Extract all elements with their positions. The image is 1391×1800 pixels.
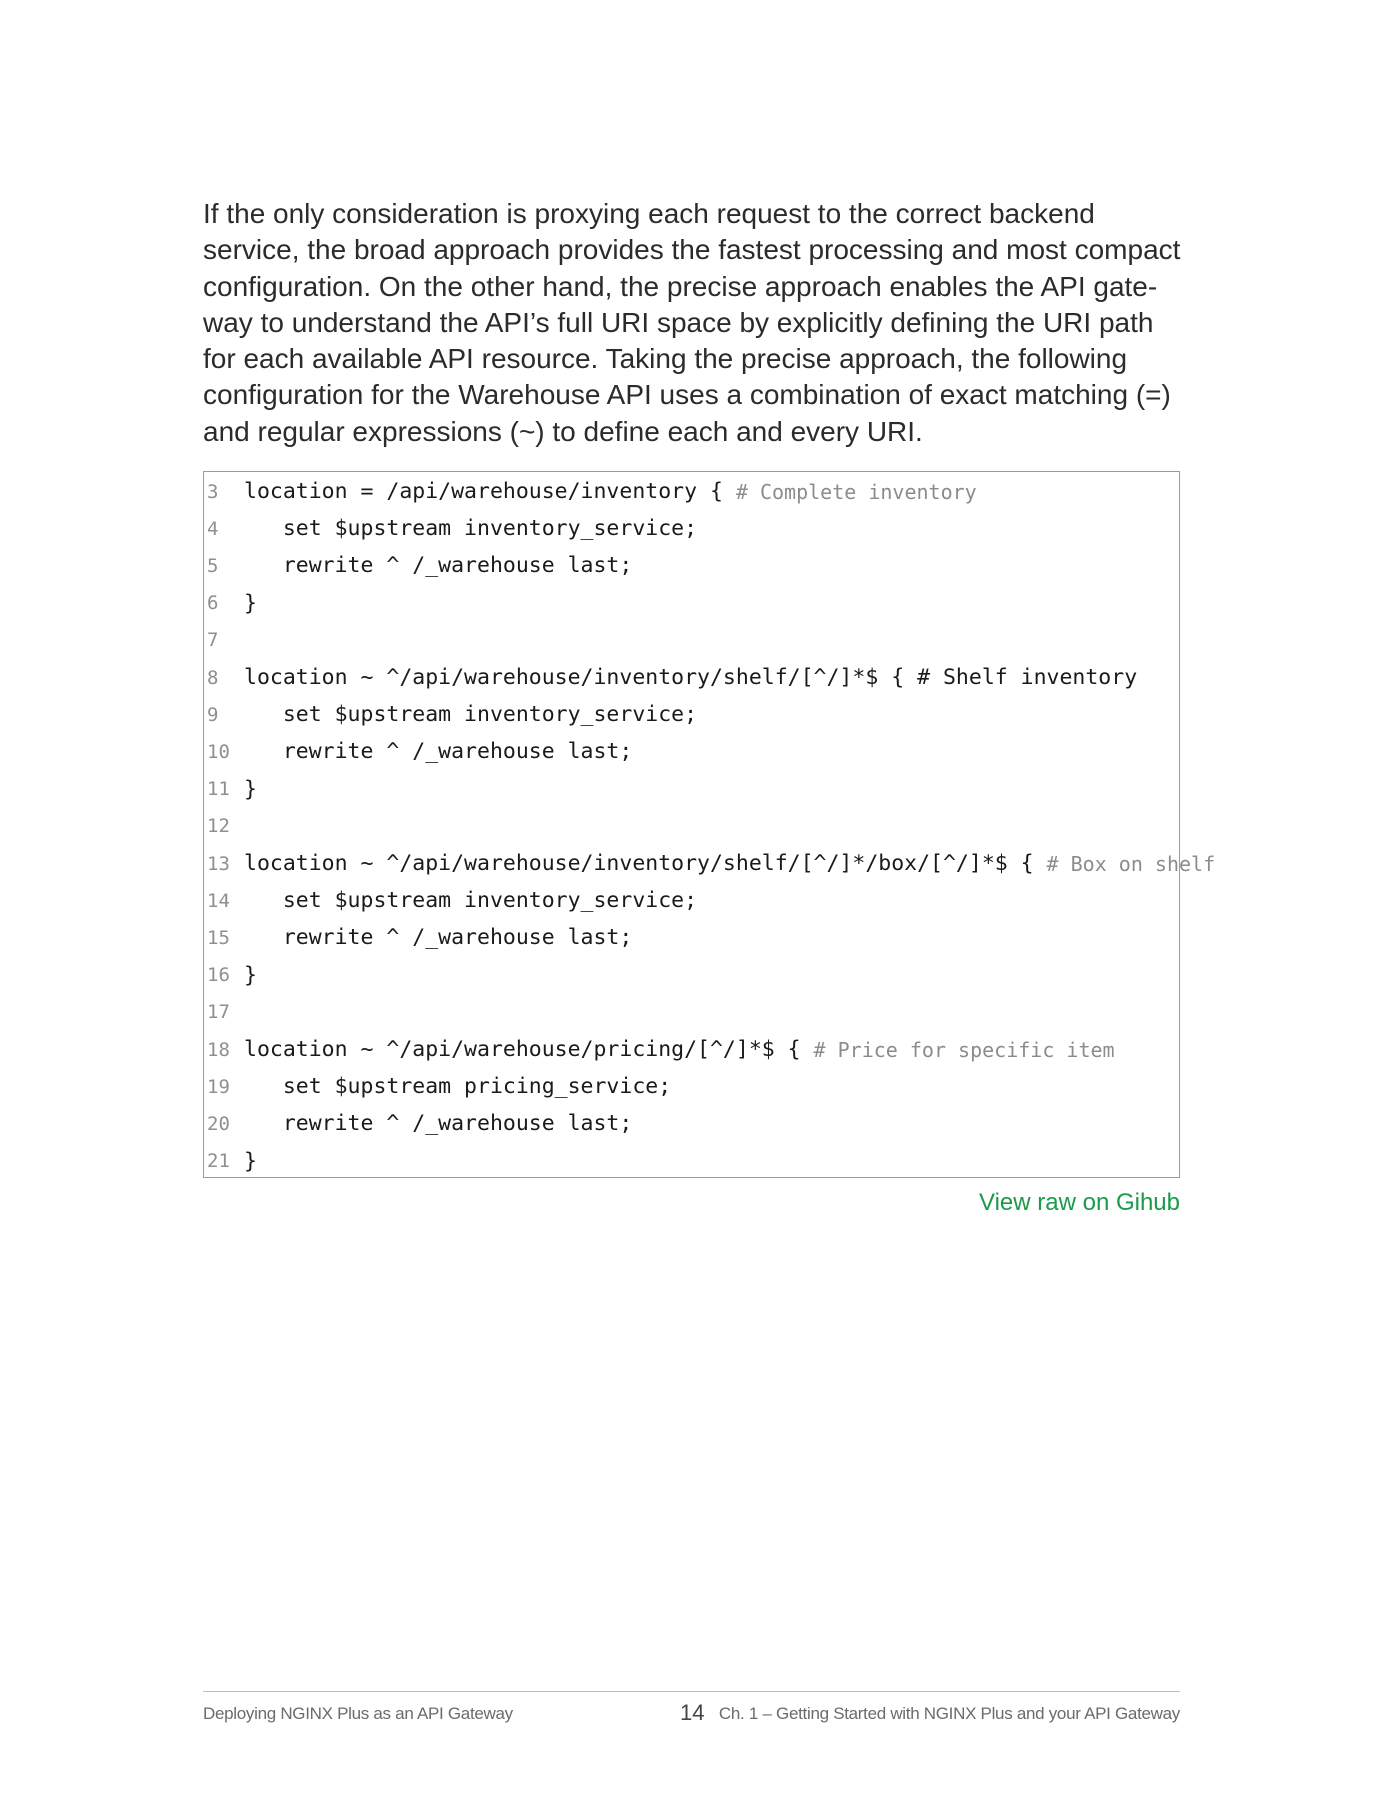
code-text: rewrite ^ /_warehouse last; — [244, 1111, 633, 1137]
code-text: location ~ ^/api/warehouse/inventory/shelf/[^/]*$ { # Shelf inventory — [244, 665, 1138, 690]
footer-chapter-title: Ch. 1 – Getting Started with NGINX Plus and your API Gateway — [718, 1704, 1180, 1723]
line-number: 4 — [207, 517, 219, 540]
line-number: 13 — [207, 852, 230, 875]
code-line — [204, 473, 977, 510]
code-text: } — [244, 1148, 257, 1174]
code-text: set $upstream inventory_service; — [244, 888, 698, 914]
paragraph-line: way to understand the API’s full URI space by explicitly defining the URI path — [203, 306, 1154, 338]
paragraph-line: service, the broad approach provides the fastest processing and most compact — [203, 234, 1181, 266]
code-line — [204, 919, 632, 956]
code-comment: # Complete inventory — [735, 479, 977, 504]
line-number: 15 — [207, 926, 230, 949]
code-text: set $upstream inventory_service; — [244, 702, 698, 728]
code-line — [204, 1031, 1115, 1068]
line-number: 16 — [207, 964, 230, 987]
code-text: set $upstream pricing_service; — [244, 1074, 672, 1100]
code-comment: # Box on shelf — [1046, 851, 1216, 876]
line-number: 3 — [207, 480, 219, 503]
code-text: } — [244, 590, 257, 616]
line-number: 19 — [207, 1075, 230, 1098]
code-comment: # Price for specific item — [813, 1037, 1115, 1062]
line-number: 20 — [207, 1112, 230, 1135]
code-line — [204, 696, 697, 733]
code-block — [203, 471, 1216, 1178]
line-number: 5 — [207, 554, 219, 577]
paragraph-line: configuration. On the other hand, the precise approach enables the API gate- — [203, 270, 1158, 302]
code-line — [204, 1143, 257, 1180]
line-number: 8 — [207, 666, 219, 689]
line-number: 21 — [207, 1150, 230, 1173]
code-line — [204, 882, 697, 919]
intro-paragraph — [203, 196, 1188, 450]
code-line — [204, 771, 257, 808]
code-text: } — [244, 776, 257, 802]
code-text: set $upstream inventory_service; — [244, 516, 698, 542]
line-number: 9 — [207, 703, 219, 726]
line-number: 7 — [207, 629, 219, 652]
code-line — [204, 622, 244, 659]
code-line — [204, 510, 697, 547]
paragraph-line: If the only consideration is proxying each request to the correct backend — [203, 198, 1095, 229]
line-number: 12 — [207, 815, 230, 838]
code-line — [204, 659, 1137, 696]
paragraph-line: configuration for the Warehouse API uses a combination of exact matching (=) — [203, 379, 1171, 411]
code-line — [204, 585, 257, 622]
line-number: 11 — [207, 778, 230, 801]
code-text: rewrite ^ /_warehouse last; — [244, 739, 633, 765]
footer-book-title: Deploying NGINX Plus as an API Gateway — [203, 1704, 513, 1723]
code-text: rewrite ^ /_warehouse last; — [244, 925, 633, 951]
line-number: 17 — [207, 1001, 230, 1024]
code-text: location ~ ^/api/warehouse/inventory/shelf/[^/]*/box/[^/]*$ { — [244, 851, 1047, 876]
page-number: 14 — [680, 1700, 705, 1725]
code-line — [204, 845, 1215, 882]
line-number: 14 — [207, 889, 230, 912]
code-text: rewrite ^ /_warehouse last; — [244, 553, 633, 579]
line-number: 10 — [207, 740, 230, 763]
code-line — [204, 994, 244, 1031]
code-text: location ~ ^/api/warehouse/pricing/[^/]*$ { — [244, 1037, 814, 1062]
code-text: } — [244, 962, 257, 988]
line-number: 18 — [207, 1038, 230, 1061]
paragraph-line: and regular expressions (~) to define each and every URI. — [203, 415, 923, 447]
code-line — [204, 733, 632, 770]
code-line — [204, 547, 632, 584]
footer-divider — [203, 1691, 1180, 1692]
code-line — [204, 1068, 671, 1105]
code-line — [204, 1105, 632, 1142]
view-raw-link[interactable]: View raw on Gihub — [979, 1189, 1180, 1216]
code-line — [204, 957, 257, 994]
paragraph-line: for each available API resource. Taking the precise approach, the following — [203, 343, 1128, 375]
code-text: location = /api/warehouse/inventory { — [244, 479, 736, 504]
code-line — [204, 808, 244, 845]
line-number: 6 — [207, 592, 219, 615]
